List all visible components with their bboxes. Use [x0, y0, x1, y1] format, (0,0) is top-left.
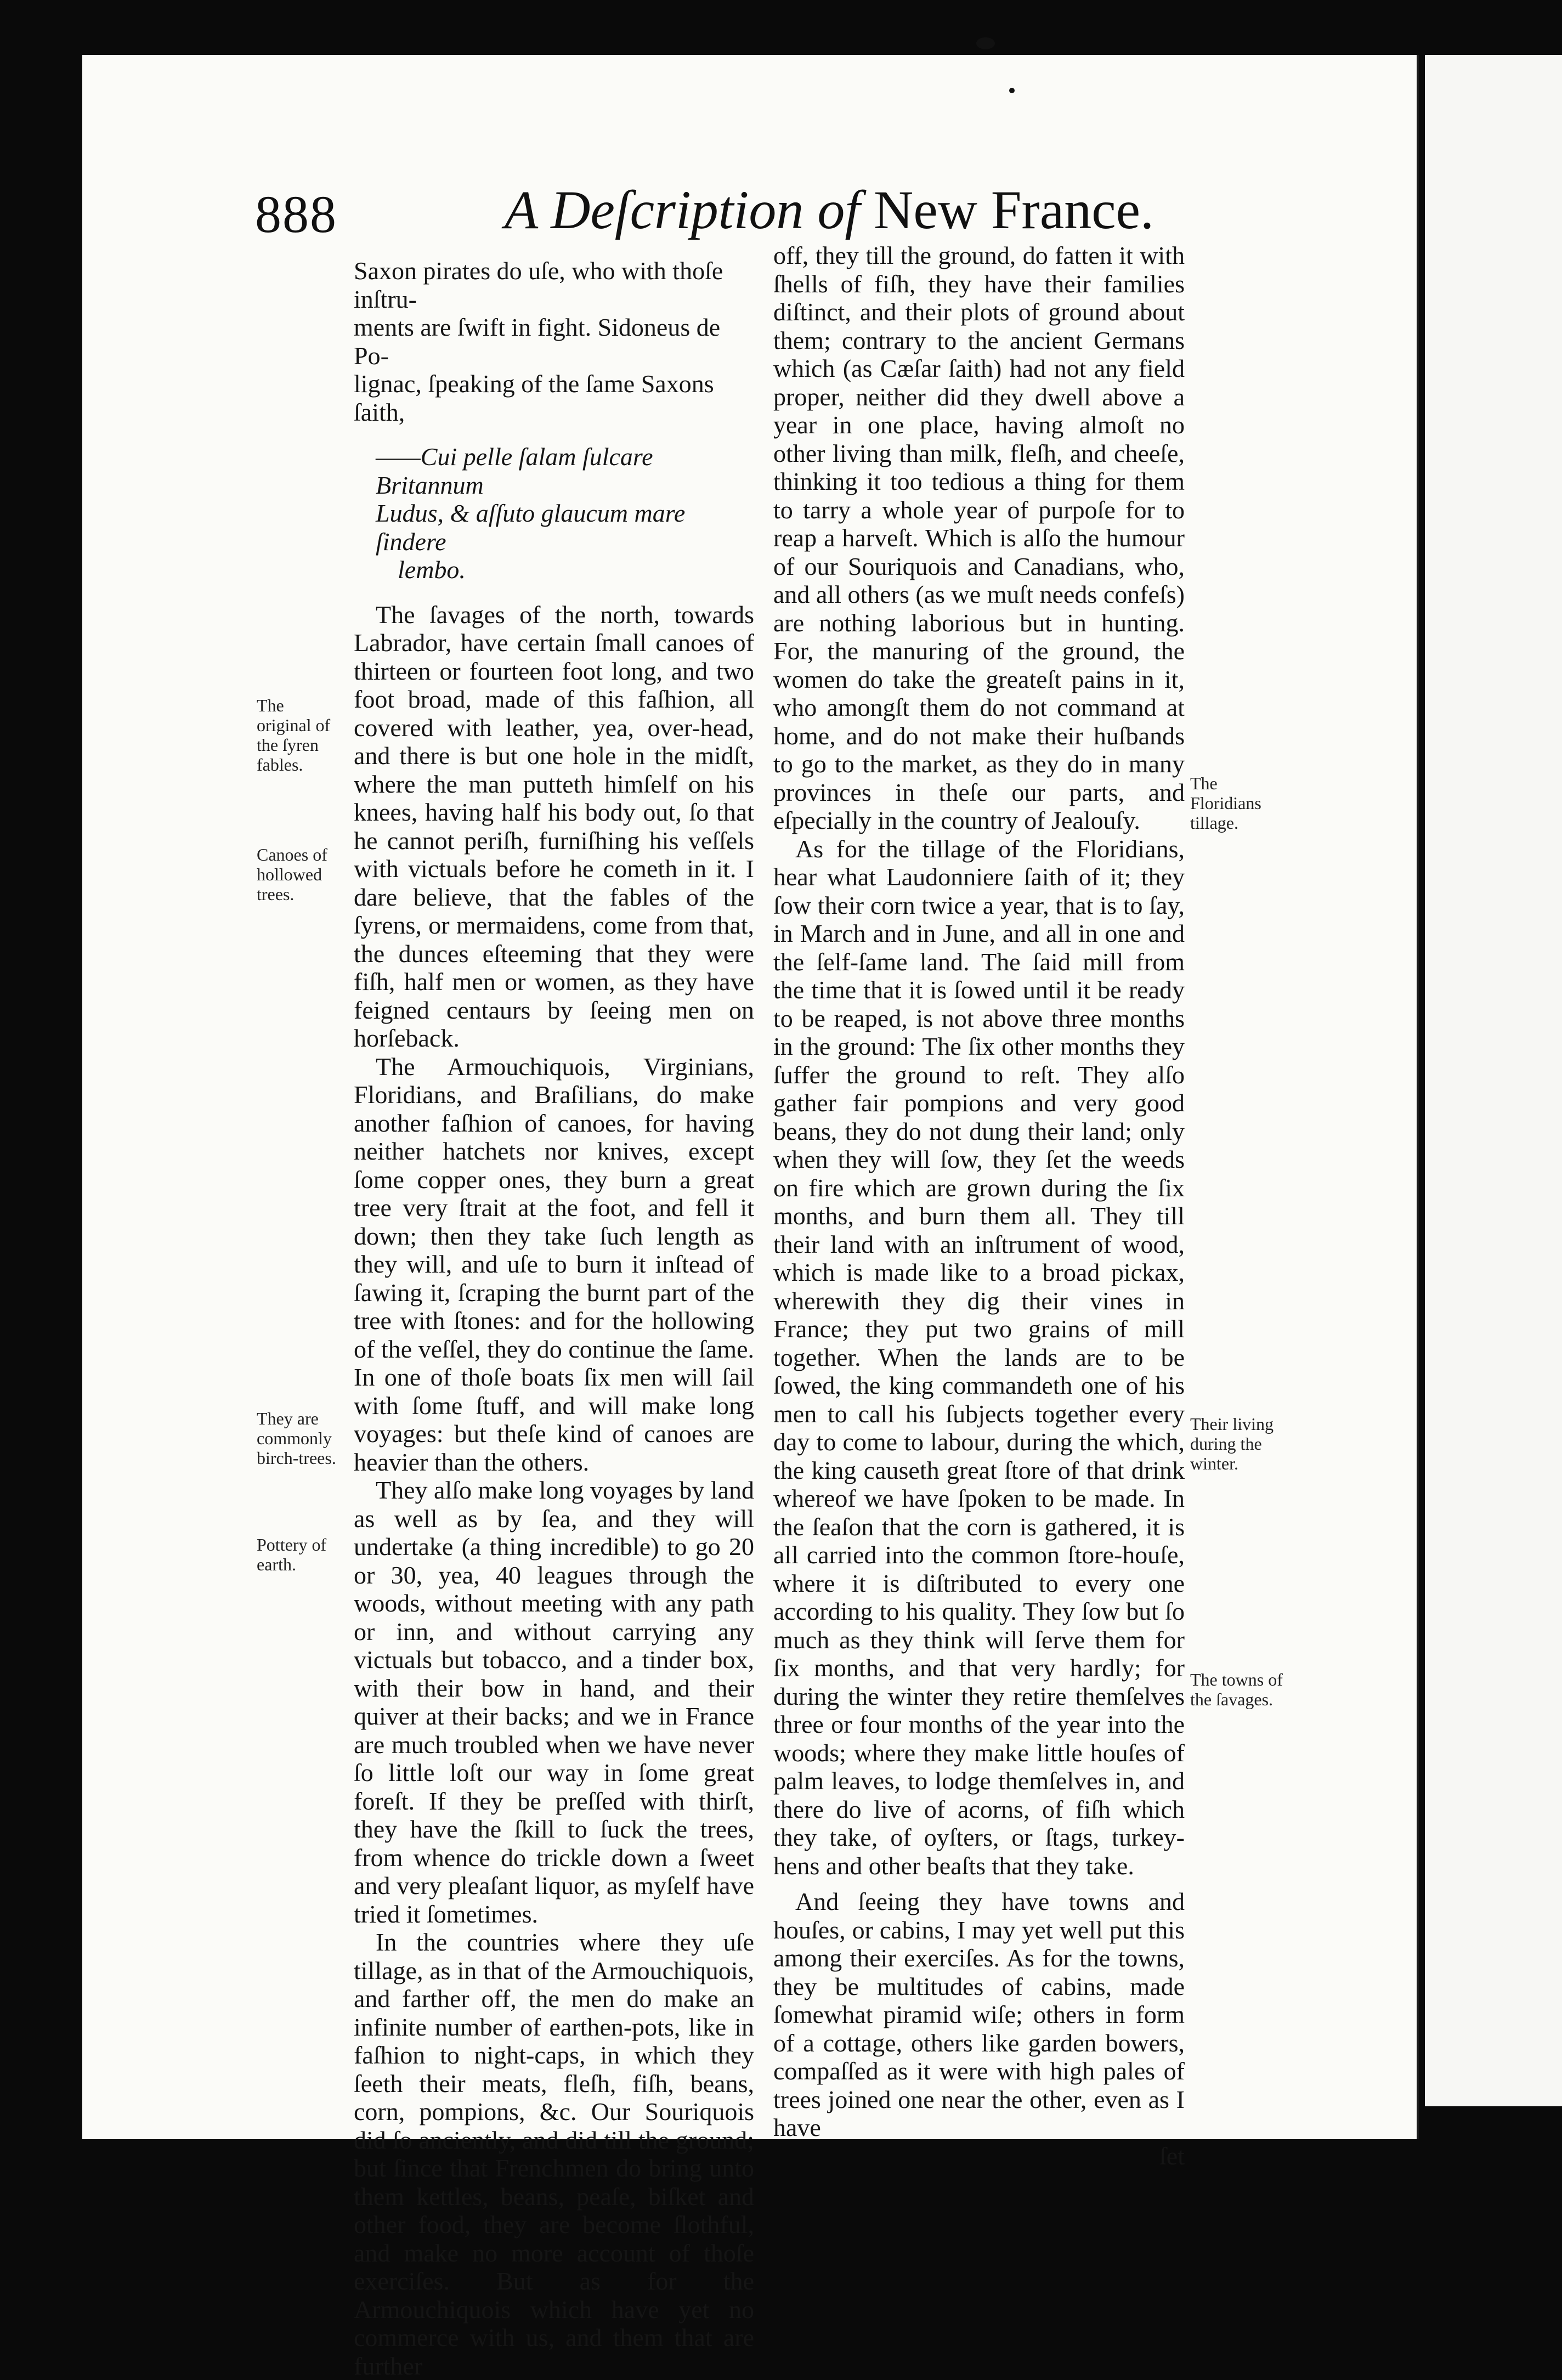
intro-line: ments are ſwift in fight. Sidoneus de Po-: [354, 313, 721, 370]
paragraph: off, they till the ground, do fatten it with ſhells of fiſh, they have their families diſtinct, and their plots of ground about them; contrary to the ancient Germans which (as Cæſar ſaith) had not any field proper, neither did they dwell above a year in one place, having almoſt no other living than milk, fleſh, and cheeſe, thinking it too tedious a thing for them to tarry a whole year of purpoſe for to reap a harveſt. Which is alſo the humour of our Souriquois and Canadians, who, and all others (as we muſt needs confeſs) are nothing laborious but in hunting. For, the manuring of the ground, the women do take the greateſt pains in it, who amongſt them do not command at home, and do not make their huſbands to go to the market, as they do in many provinces in theſe our parts, and eſpecially in the country of Jealouſy.: [773, 241, 1185, 834]
paragraph: The ſavages of the north, towards Labrador, have certain ſmall canoes of thirteen or fourteen foot long, and two foot broad, made of this faſhion, all covered with leather, yea, over-head, and there is but one hole in the midſt, where the man putteth himſelf on his knees, having half his body out, ſo that he cannot periſh, furniſhing his veſſels with victuals before he cometh in it. I dare believe, that the fables of the ſyrens, or mermaidens, come from that, the dunces eſteeming that they were fiſh, half men or women, as they have feigned centaurs by ſeeing men on horſeback.: [354, 600, 754, 1052]
margin-note-floridian-tillage: The Floridians tillage.: [1190, 773, 1261, 833]
margin-note-canoes: Canoes of hollowed trees.: [257, 845, 327, 904]
running-title: [505, 178, 1154, 241]
margin-note-towns: The towns of the ſavages.: [1190, 1670, 1283, 1709]
facing-page-edge: [1425, 55, 1562, 2106]
running-title-suffix: New France.: [874, 179, 1154, 240]
catchword: ſet: [1159, 2141, 1185, 2170]
latin-verse-line: ——Cui pelle ſalam ſulcare Britannum: [376, 443, 653, 499]
paragraph: And ſeeing they have towns and houſes, or cabins, I may yet well put this among their exerciſes. As for the towns, they be multitudes of cabins, made ſomewhat piramid wiſe; others in form of a cottage, others like garden bowers, compaſſed as it were with high pales of trees joined one near the other, even as I have: [773, 1887, 1185, 2141]
ink-speck: [976, 37, 995, 49]
latin-verse-line: lembo.: [398, 556, 466, 584]
margin-note-pottery: Pottery of earth.: [257, 1535, 327, 1574]
paragraph: The Armouchiquois, Virginians, Floridians, and Braſilians, do make another faſhion of canoes, for having neither hatchets nor knives, except ſome copper ones, they burn a great tree very ſtrait at the foot, and fell it down; then they take ſuch length as they will, and uſe to burn it inſtead of ſawing it, ſcraping the burnt part of the tree with ſtones: and for the hollowing of the veſſel, they do continue the ſame. In one of thoſe boats ſix men will ſail with ſome ſtuff, and will make long voyages: but theſe kind of canoes are heavier than the others.: [354, 1052, 754, 1476]
latin-verse-line: Ludus, & aſſuto glaucum mare ſindere: [376, 499, 686, 556]
right-column: [773, 241, 1185, 2170]
ink-speck: [1009, 88, 1015, 93]
left-column: [354, 257, 754, 2380]
margin-note-birch-trees: They are commonly birch-trees.: [257, 1409, 336, 1468]
margin-note-syren-fables: The original of the ſyren fables.: [257, 696, 331, 775]
margin-note-winter-living: Their living during the winter.: [1190, 1414, 1274, 1473]
intro-line: Saxon pirates do uſe, who with thoſe inſtru-: [354, 257, 723, 313]
intro-line: lignac, ſpeaking of the ſame Saxons ſaith,: [354, 370, 714, 426]
paragraph: As for the tillage of the Floridians, hear what Laudonniere ſaith of it; they ſow their corn twice a year, that is to ſay, in March and in June, and all in one and the ſelf-ſame land. The ſaid mill from the time that it is ſowed until it be ready to be reaped, is not above three months in the ground: The ſix other months they ſuffer the ground to reſt. They alſo gather fair pompions and very good beans, they do not dung their land; only when they will ſow, they ſet the weeds on fire which are grown during the ſix months, and burn them all. They till their land with an inſtrument of wood, which is made like to a broad pickax, wherewith they dig their vines in France; they put two grains of mill together. When the lands are to be ſowed, the king commandeth one of his men to call his ſubjects together every day to come to labour, during the which, the king causeth great ſtore of that drink whereof we have ſpoken to be made. In the ſeaſon that the corn is gathered, it is all carried into the common ſtore-houſe, where it is diſtributed to every one according to his quality. They ſow but ſo much as they think will ſerve them for ſix months, and that very hardly; for during the winter they retire themſelves three or four months of the year into the woods; where they make little houſes of palm leaves, to lodge themſelves in, and there do live of acorns, of fiſh which they take, of oyſters, or ſtags, turkey-hens and other beaſts that they take.: [773, 834, 1185, 1880]
paragraph: They alſo make long voyages by land as well as by ſea, and they will undertake (a thing incredible) to go 20 or 30, yea, 40 leagues through the woods, without meeting with any path or inn, and without carrying any victuals but tobacco, and a tinder box, with their bow in hand, and their quiver at their backs; and we in France are much troubled when we have never ſo little loſt our way in ſome great foreſt. If they be preſſed with thirſt, they have the ſkill to ſuck the trees, from whence do trickle down a ſweet and very pleaſant liquor, as myſelf have tried it ſometimes.: [354, 1476, 754, 1928]
paragraph: In the countries where they uſe tillage, as in that of the Armouchiquois, and farther off, the men do make an infinite number of earthen-pots, like in faſhion to night-caps, in which they ſeeth their meats, fleſh, fiſh, beans, corn, pompions, &c. Our Souriquois did ſo anciently, and did till the ground; but ſince that Frenchmen do bring unto them kettles, beans, peaſe, biſket and other food, they are become ſlothful, and make no more account of thoſe exerciſes. But as for the Armouchiquois which have yet no commerce with us, and them that are further: [354, 1928, 754, 2380]
running-title-prefix: A Deſcription of: [505, 179, 861, 240]
page-gutter: [1417, 55, 1419, 2139]
page-number: 888: [255, 185, 337, 244]
